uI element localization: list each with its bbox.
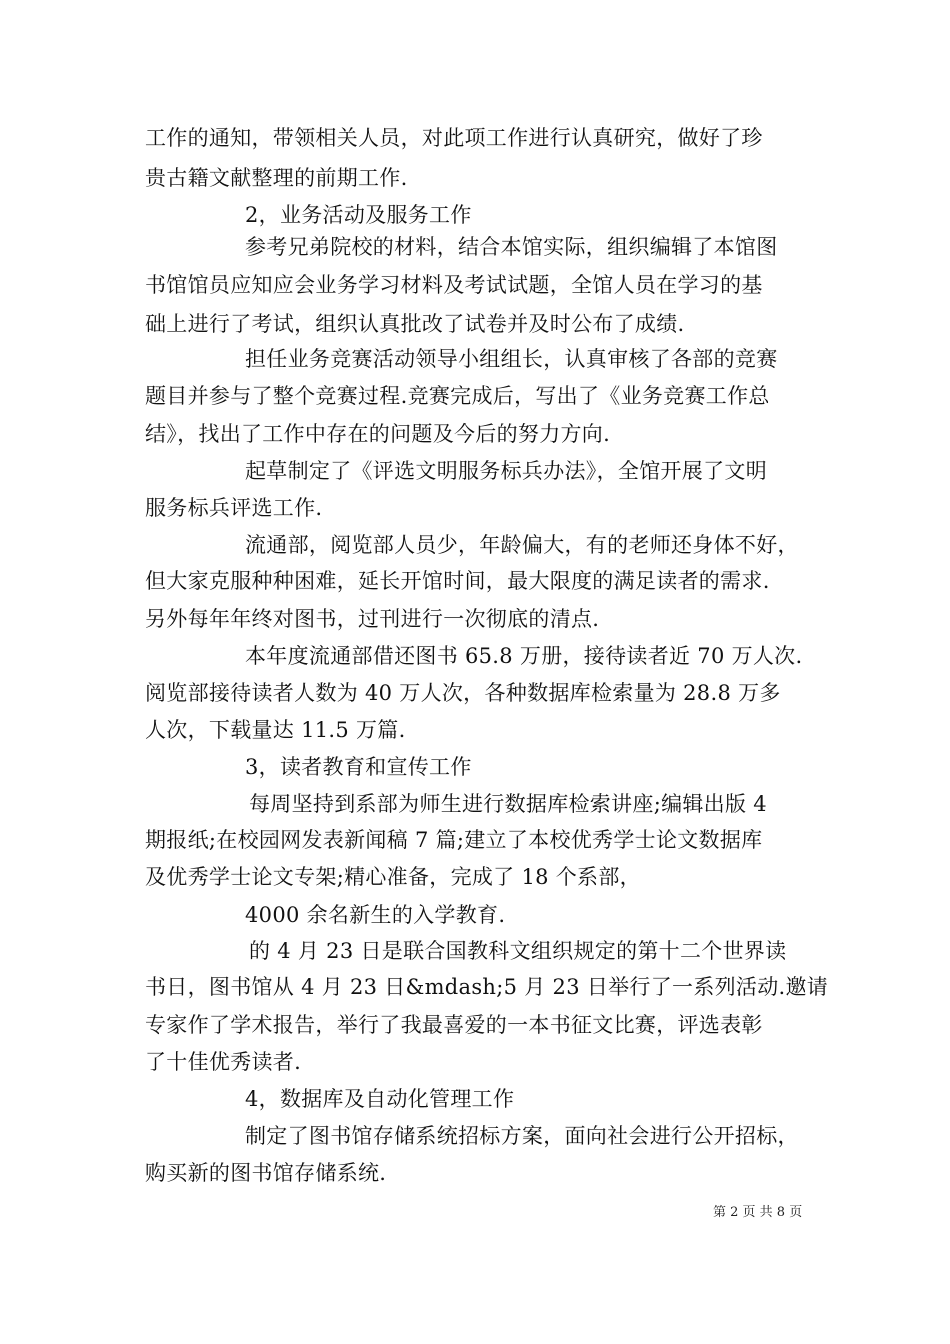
- text-line: 购买新的图书馆存储系统.: [145, 1161, 387, 1185]
- text-line: 4000 余名新生的入学教育.: [245, 903, 506, 927]
- text-line: 了十佳优秀读者.: [145, 1050, 302, 1074]
- text-line: 每周坚持到系部为师生进行数据库检索讲座;编辑出版 4: [249, 792, 767, 816]
- page-number-footer: 第 2 页 共 8 页: [713, 1205, 803, 1220]
- text-line: 础上进行了考试，组织认真批改了试卷并及时公布了成绩.: [145, 312, 685, 336]
- text-line: 阅览部接待读者人数为 40 万人次，各种数据库检索量为 28.8 万多: [145, 681, 781, 705]
- text-line: 题目并参与了整个竞赛过程.竞赛完成后，写出了《业务竞赛工作总: [145, 384, 770, 408]
- text-line: 书日，图书馆从 4 月 23 日&mdash;5 月 23 日举行了一系列活动.邀请: [145, 975, 829, 999]
- text-line: 起草制定了《评选文明服务标兵办法》，全馆开展了文明: [245, 459, 767, 483]
- text-line: 另外每年年终对图书，过刊进行一次彻底的清点.: [145, 607, 600, 631]
- text-line: 参考兄弟院校的材料，结合本馆实际，组织编辑了本馆图: [245, 235, 778, 259]
- text-line: 工作的通知，带领相关人员，对此项工作进行认真研究，做好了珍: [145, 126, 763, 150]
- text-line: 专家作了学术报告，举行了我最喜爱的一本书征文比赛，评选表彰: [145, 1013, 763, 1037]
- text-line: 期报纸;在校园网发表新闻稿 7 篇;建立了本校优秀学士论文数据库: [145, 828, 763, 852]
- text-line: 人次，下载量达 11.5 万篇.: [145, 718, 406, 742]
- section-heading: 3，读者教育和宣传工作: [245, 755, 472, 779]
- text-line: 本年度流通部借还图书 65.8 万册，接待读者近 70 万人次.: [245, 644, 803, 668]
- text-line: 但大家克服种种困难，延长开馆时间，最大限度的满足读者的需求.: [145, 569, 770, 593]
- text-line: 结》，找出了工作中存在的问题及今后的努力方向.: [145, 422, 611, 446]
- text-line: 的 4 月 23 日是联合国教科文组织规定的第十二个世界读: [249, 939, 787, 963]
- text-line: 及优秀学士论文专架;精心准备，完成了 18 个系部，: [145, 865, 641, 889]
- text-line: 制定了图书馆存储系统招标方案，面向社会进行公开招标，: [245, 1124, 799, 1148]
- text-line: 贵古籍文献整理的前期工作.: [145, 166, 408, 190]
- section-heading: 2，业务活动及服务工作: [245, 203, 472, 227]
- text-line: 书馆馆员应知应会业务学习材料及考试试题，全馆人员在学习的基: [145, 273, 763, 297]
- text-line: 服务标兵评选工作.: [145, 496, 323, 520]
- text-line: 流通部，阅览部人员少，年龄偏大，有的老师还身体不好，: [245, 533, 799, 557]
- section-heading: 4，数据库及自动化管理工作: [245, 1087, 515, 1111]
- text-line: 担任业务竞赛活动领导小组组长，认真审核了各部的竞赛: [245, 347, 778, 371]
